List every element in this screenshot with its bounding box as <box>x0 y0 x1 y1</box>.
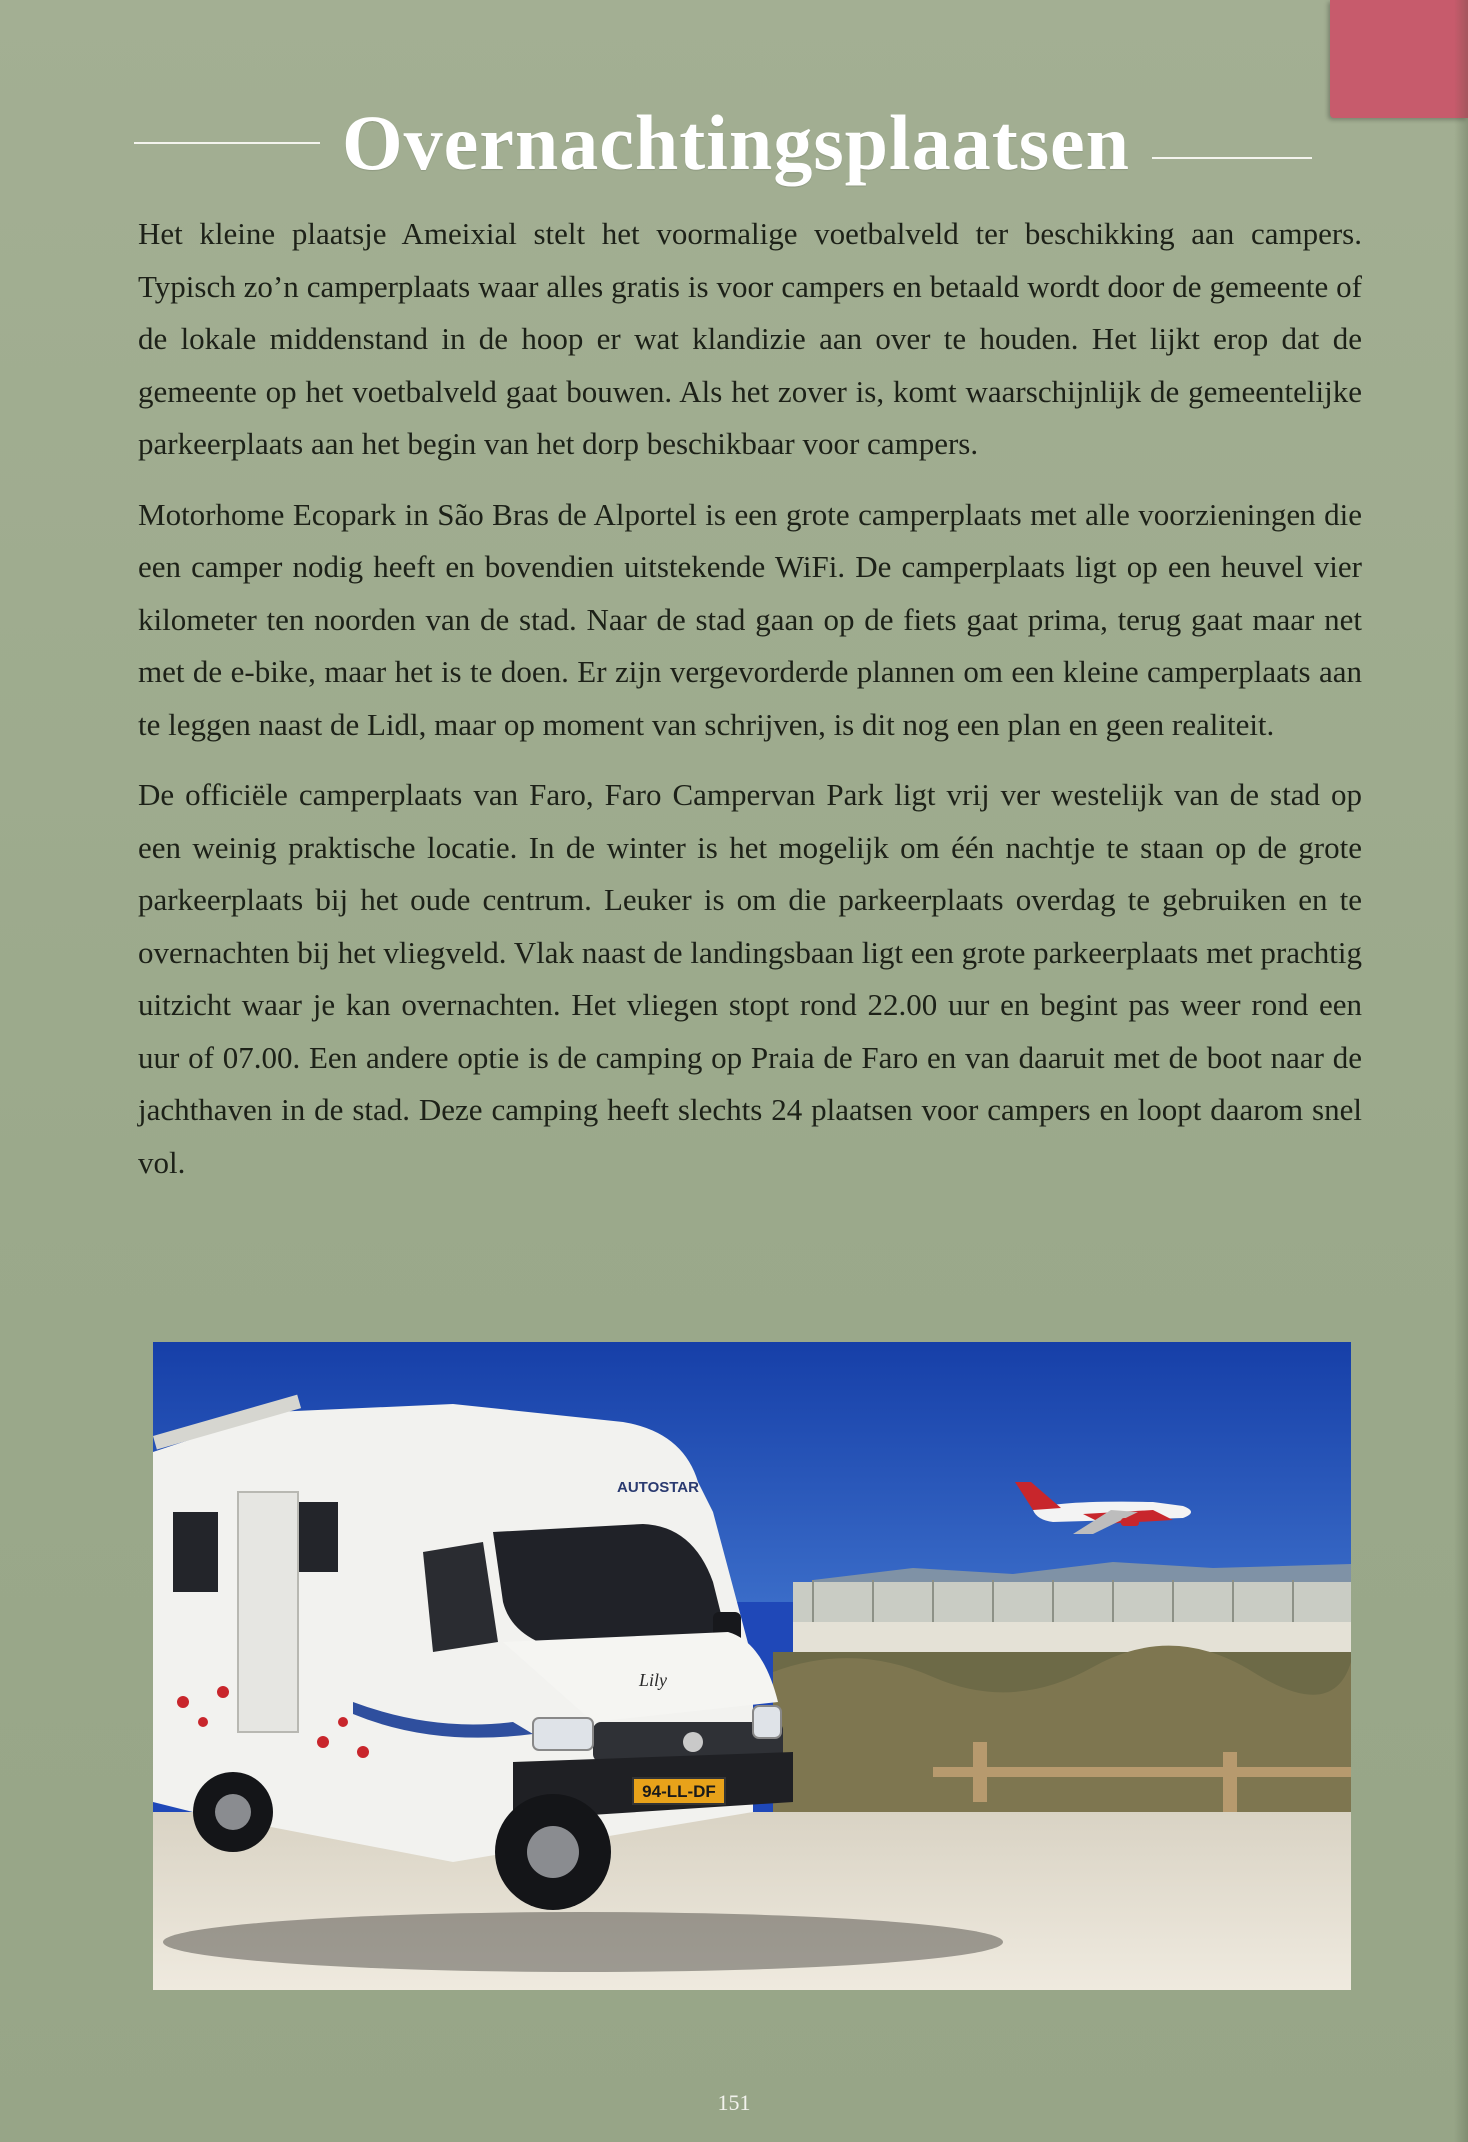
article-body <box>138 208 1362 1207</box>
license-plate-text: 94-LL-DF <box>642 1782 716 1801</box>
paragraph-faro: De officiële camperplaats van Faro, Faro Campervan Park ligt vrij ver westelijk van de stad op een weinig praktische locatie. In de winter is het mogelijk om één nachtje te staan op de grote parkeerplaats bij het oude centrum. Leuker is om die parkeerplaats overdag te gebruiken en te overnachten bij het vliegveld. Vlak naast de landingsbaan ligt een grote parkeerplaats met prachtig uitzicht waar je kan overnachten. Het vliegen stopt rond 22.00 uur en begint pas weer rond een uur of 07.00. Een andere optie is de camping op Praia de Faro en van daaruit met de boot naar de jachthaven in de stad. Deze camping heeft slechts 24 plaatsen voor campers en loopt daarom snel vol. <box>138 777 1362 1180</box>
airfield-fence <box>793 1582 1351 1622</box>
page-edge-shadow <box>1454 0 1468 2142</box>
runway-wall <box>793 1622 1351 1652</box>
paragraph-ameixial: Het kleine plaatsje Ameixial stelt het voormalige voetbalveld ter beschikking aan campers. Typisch zo’n camperplaats waar alles gratis is voor campers en betaald wordt door de gemeente of de lokale middenstand in de hoop er wat klandizie aan over te houden. Het lijkt erop dat de gemeente op het voetbalveld gaat bouwen. Als het zover is, komt waarschijnlijk de gemeentelijke parkeerplaats aan het begin van het dorp beschikbaar voor campers. <box>138 216 1362 461</box>
page-number: 151 <box>717 2090 751 2115</box>
title-rule-right <box>1152 157 1312 159</box>
brand-logo-text: AUTOSTAR <box>617 1479 699 1496</box>
title-row <box>134 88 1354 198</box>
camper-photo-illustration <box>153 1342 1351 1990</box>
paragraph-sao-bras: Motorhome Ecopark in São Bras de Alportel is een grote camperplaats met alle voorzieningen die een camper nodig heeft en bovendien uitstekende WiFi. De camperplaats ligt op een heuvel vier kilometer ten noorden van de stad. Naar de stad gaan op de fiets gaat prima, terug gaat maar net met de e-bike, maar het is te doen. Er zijn vergevorderde plannen om een kleine camperplaats aan te leggen naast de Lidl, maar op moment van schrijven, is dit nog een plan en geen realiteit. <box>138 496 1362 742</box>
camper-name-text: Lily <box>638 1670 668 1690</box>
camper-shadow <box>163 1912 1003 1972</box>
page-title: Overnachtingsplaatsen <box>342 99 1131 186</box>
title-rule-left <box>134 142 320 144</box>
camper-photo <box>153 1342 1351 1990</box>
